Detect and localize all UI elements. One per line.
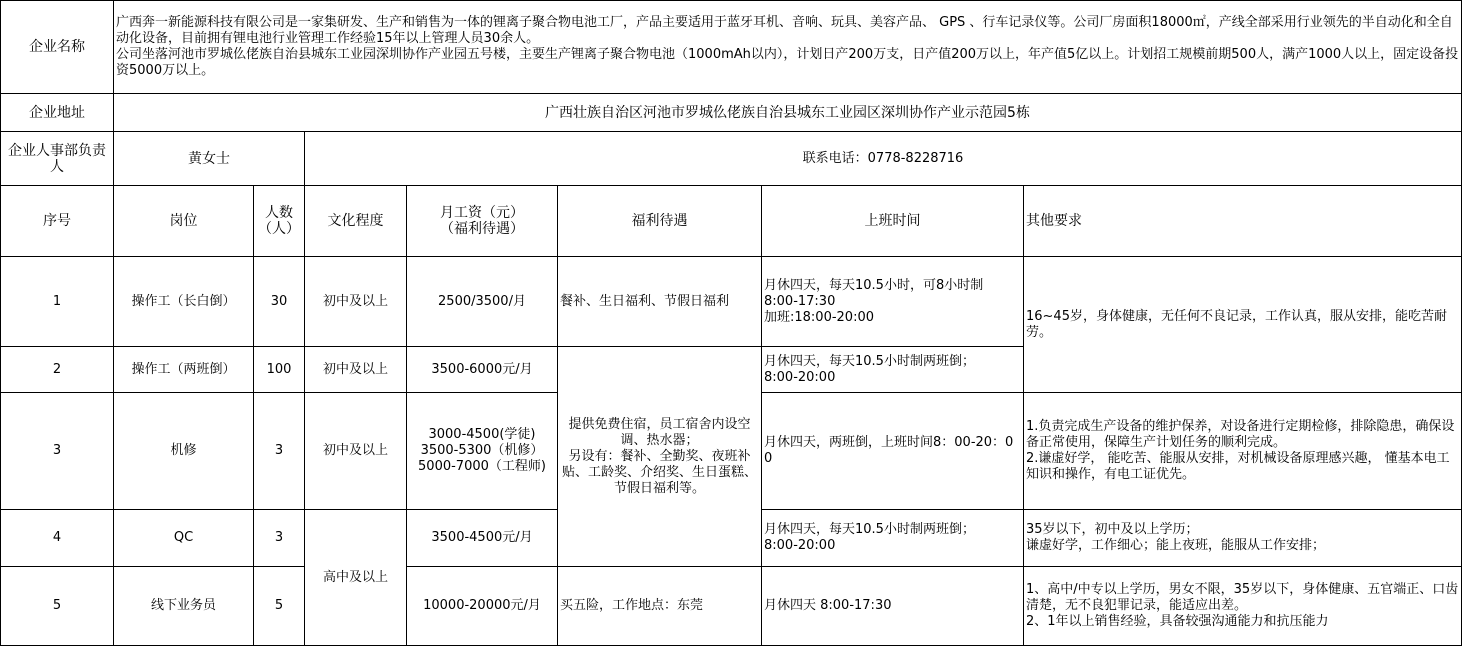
row-seq: 1 xyxy=(1,257,114,347)
row-requirements: 16~45岁，身体健康，无任何不良记录，工作认真，服从安排，能吃苦耐劳。 xyxy=(1024,257,1462,393)
row-count: 30 xyxy=(254,257,305,347)
row-seq: 5 xyxy=(1,567,114,646)
row-hours: 月休四天，每天10.5小时制两班倒； 8:00-20:00 xyxy=(762,510,1024,567)
row-education: 初中及以上 xyxy=(305,393,407,510)
row-hours: 月休四天，两班倒，上班时间8：00-20：00 xyxy=(762,393,1024,510)
header-salary: 月工资（元） （福利待遇） xyxy=(407,186,558,257)
row-education: 初中及以上 xyxy=(305,257,407,347)
row-count: 3 xyxy=(254,510,305,567)
company-name-row xyxy=(1,1,1462,94)
row-position: QC xyxy=(114,510,254,567)
row-education: 初中及以上 xyxy=(305,347,407,393)
header-education: 文化程度 xyxy=(305,186,407,257)
row-position: 线下业务员 xyxy=(114,567,254,646)
row-seq: 3 xyxy=(1,393,114,510)
table-row xyxy=(1,257,1462,347)
row-requirements: 35岁以下，初中及以上学历； 谦虚好学，工作细心；能上夜班，能服从工作安排； xyxy=(1024,510,1462,567)
row-requirements: 1、高中/中专以上学历，男女不限，35岁以下，身体健康、五官端正、口齿清楚，无不良犯罪记录，能适应出差。 2、1年以上销售经验，具备较强沟通能力和抗压能力 xyxy=(1024,567,1462,646)
merged-education: 高中及以上 xyxy=(305,510,407,646)
row-position: 操作工（两班倒） xyxy=(114,347,254,393)
company-address: 广西壮族自治区河池市罗城仫佬族自治县城东工业园区深圳协作产业示范园5栋 xyxy=(114,94,1462,132)
row-seq: 4 xyxy=(1,510,114,567)
row-salary: 2500/3500/月 xyxy=(407,257,558,347)
row-count: 5 xyxy=(254,567,305,646)
company-address-row xyxy=(1,94,1462,132)
company-name-label: 企业名称 xyxy=(1,1,114,94)
table-header-row xyxy=(1,186,1462,257)
hr-row xyxy=(1,132,1462,186)
row-salary: 3500-4500元/月 xyxy=(407,510,558,567)
row-salary: 3000-4500(学徒) 3500-5300（机修） 5000-7000（工程师) xyxy=(407,393,558,510)
row-hours: 月休四天 8:00-17:30 xyxy=(762,567,1024,646)
merged-benefits: 提供免费住宿，员工宿舍内设空调、热水器； 另设有：餐补、全勤奖、夜班补贴、工龄奖、介绍奖、生日蛋糕、节假日福利等。 xyxy=(558,347,762,567)
company-address-label: 企业地址 xyxy=(1,94,114,132)
hr-contact: 联系电话：0778-8228716 xyxy=(305,132,1462,186)
table-row xyxy=(1,567,1462,646)
row-count: 100 xyxy=(254,347,305,393)
header-requirements: 其他要求 xyxy=(1024,186,1462,257)
company-description: 广西奔一新能源科技有限公司是一家集研发、生产和销售为一体的锂离子聚合物电池工厂，产品主要适用于蓝牙耳机、音响、玩具、美容产品、 GPS 、行车记录仪等。公司厂房面积18000㎡，产线全部采用行业领先的半自动化和全自动化设备，目前拥有锂电池行业管理工作经验15年以上管理人员30余人。 公司坐落河池市罗城仫佬族自治县城东工业园深圳协作产业园五号楼，主要生产锂离子聚合物电池（1000mAh以内），计划日产200万支，日产值200万以上，年产值5亿以上。计划招工规模前期500人，满产1000人以上，固定设备投资5000万以上。 xyxy=(114,1,1462,94)
header-seq: 序号 xyxy=(1,186,114,257)
row-benefits: 买五险，工作地点：东莞 xyxy=(558,567,762,646)
row-benefits: 餐补、生日福利、节假日福利 xyxy=(558,257,762,347)
header-count: 人数（人） xyxy=(254,186,305,257)
hr-name: 黄女士 xyxy=(114,132,305,186)
row-hours: 月休四天，每天10.5小时，可8小时制 8:00-17:30 加班:18:00-20:00 xyxy=(762,257,1024,347)
row-requirements: 1.负责完成生产设备的维护保养，对设备进行定期检修，排除隐患，确保设备正常使用，保障生产计划任务的顺利完成。 2.谦虚好学， 能吃苦、能服从安排，对机械设备原理感兴趣， 懂基本电工知识和操作，有电工证优先。 xyxy=(1024,393,1462,510)
header-benefits: 福利待遇 xyxy=(558,186,762,257)
row-count: 3 xyxy=(254,393,305,510)
hr-label: 企业人事部负责人 xyxy=(1,132,114,186)
header-position: 岗位 xyxy=(114,186,254,257)
row-position: 操作工（长白倒） xyxy=(114,257,254,347)
row-position: 机修 xyxy=(114,393,254,510)
header-hours: 上班时间 xyxy=(762,186,1024,257)
row-salary: 10000-20000元/月 xyxy=(407,567,558,646)
row-seq: 2 xyxy=(1,347,114,393)
row-hours: 月休四天，每天10.5小时制两班倒； 8:00-20:00 xyxy=(762,347,1024,393)
row-salary: 3500-6000元/月 xyxy=(407,347,558,393)
